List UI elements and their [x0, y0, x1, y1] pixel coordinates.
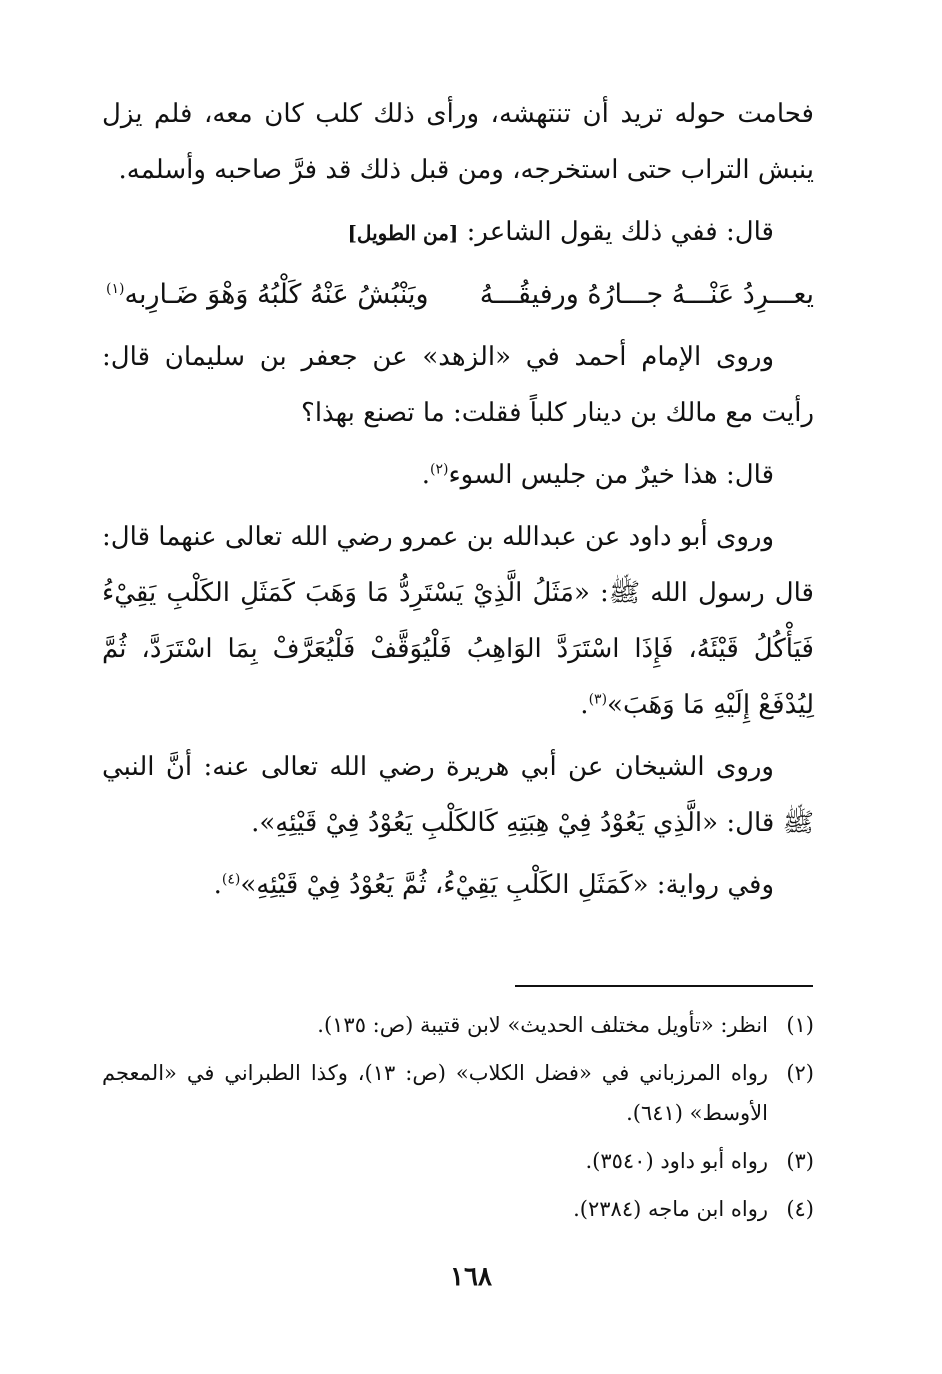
- bad-companion-end: .: [421, 460, 430, 490]
- footnote-text: رواه أبو داود (٣٥٤٠).: [585, 1149, 768, 1173]
- paragraph-poet-intro: [102, 204, 814, 261]
- verse-first-hemistich: يعـــرِدُ عَنْـــهُ جـــارُهُ ورفيقُـــهُ: [479, 279, 814, 310]
- poem-verse: [102, 267, 814, 323]
- riwaya-end: .: [213, 870, 222, 900]
- paragraph-bad-companion: [102, 447, 814, 503]
- footnote-number: (١): [786, 1013, 814, 1037]
- paragraph-abu-dawud: [102, 509, 814, 733]
- footnote-2: [102, 1053, 814, 1133]
- paragraph-1: فحامت حوله تريد أن تنتهشه، ورأى ذلك كلب كان معه، فلم يزل ينبش التراب حتى استخرجه، ومن قبل ذلك قد فرَّ صاحبه وأسلمه.: [102, 99, 814, 185]
- footnote-1: [102, 1005, 814, 1045]
- bad-companion-text: قال: هذا خيرٌ من جليس السوء: [448, 460, 774, 490]
- footnote-ref-2: (٢): [429, 461, 449, 478]
- riwaya-text: وفي رواية: «كَمَثَلِ الكَلْبِ يَقِيْءُ، ثُمَّ يَعُوْدُ فِيْ قَيْئِهِ»: [240, 870, 774, 900]
- verse-second-hemistich-wrap: [106, 267, 429, 323]
- abu-dawud-text: وروى أبو داود عن عبدالله بن عمرو رضي الله تعالى عنهما قال: قال رسول الله ﷺ: «مَثَلُ الَّذِيْ يَسْتَرِدُّ مَا وَهَبَ كَمَثَلِ الكَلْبِ يَقِيْءُ فَيَأْكُلُ قَيْئَهُ، فَإِذَا اسْتَرَدَّ الوَاهِبُ فَلْيُوَقَّفْ فَلْيُعَرَّفْ بِمَا اسْتَرَدَّ، ثُمَّ لِيُدْفَعْ إِلَيْهِ مَا وَهَبَ»: [102, 522, 814, 720]
- verse-second-hemistich: ويَنْبُشُ عَنْهُ كَلْبُهُ وَهْوَ ضَـارِبه: [124, 279, 429, 310]
- footnote-number: (٤): [786, 1197, 814, 1221]
- footnote-3: [102, 1141, 814, 1181]
- footnote-number: (٢): [786, 1061, 814, 1085]
- footnote-ref-4: (٤): [221, 871, 241, 888]
- footnote-text: رواه المرزباني في «فضل الكلاب» (ص: ١٣)، وكذا الطبراني في «المعجم الأوسط» (٦٤١).: [102, 1061, 768, 1125]
- page-number: ١٦٨: [450, 1262, 492, 1292]
- paragraph-riwaya: [102, 857, 814, 913]
- footnotes: [102, 1005, 814, 1237]
- footnote-4: [102, 1189, 814, 1229]
- abu-dawud-end: .: [580, 690, 589, 720]
- footnote-ref-3: (٣): [588, 691, 608, 708]
- main-text: [102, 86, 814, 919]
- footnote-number: (٣): [786, 1149, 814, 1173]
- footnote-text: رواه ابن ماجه (٢٣٨٤).: [573, 1197, 768, 1221]
- footnote-ref-1: (١): [106, 281, 125, 297]
- footnote-text: انظر: «تأويل مختلف الحديث» لابن قتيبة (ص: ١٣٥).: [317, 1013, 768, 1037]
- footnote-divider: [515, 985, 813, 987]
- poetic-meter: [من الطويل]: [347, 221, 459, 245]
- paragraph-shaykhan: وروى الشيخان عن أبي هريرة رضي الله تعالى عنه: أنَّ النبي ﷺ قال: «الَّذِي يَعُوْدُ فِيْ هِبَتِهِ كَالكَلْبِ يَعُوْدُ فِيْ قَيْئِهِ».: [102, 752, 814, 838]
- poet-intro-text: قال: ففي ذلك يقول الشاعر:: [466, 217, 774, 247]
- paragraph-ahmad: وروى الإمام أحمد في «الزهد» عن جعفر بن سليمان قال: رأيت مع مالك بن دينار كلباً فقلت: ما تصنع بهذا؟: [102, 342, 814, 428]
